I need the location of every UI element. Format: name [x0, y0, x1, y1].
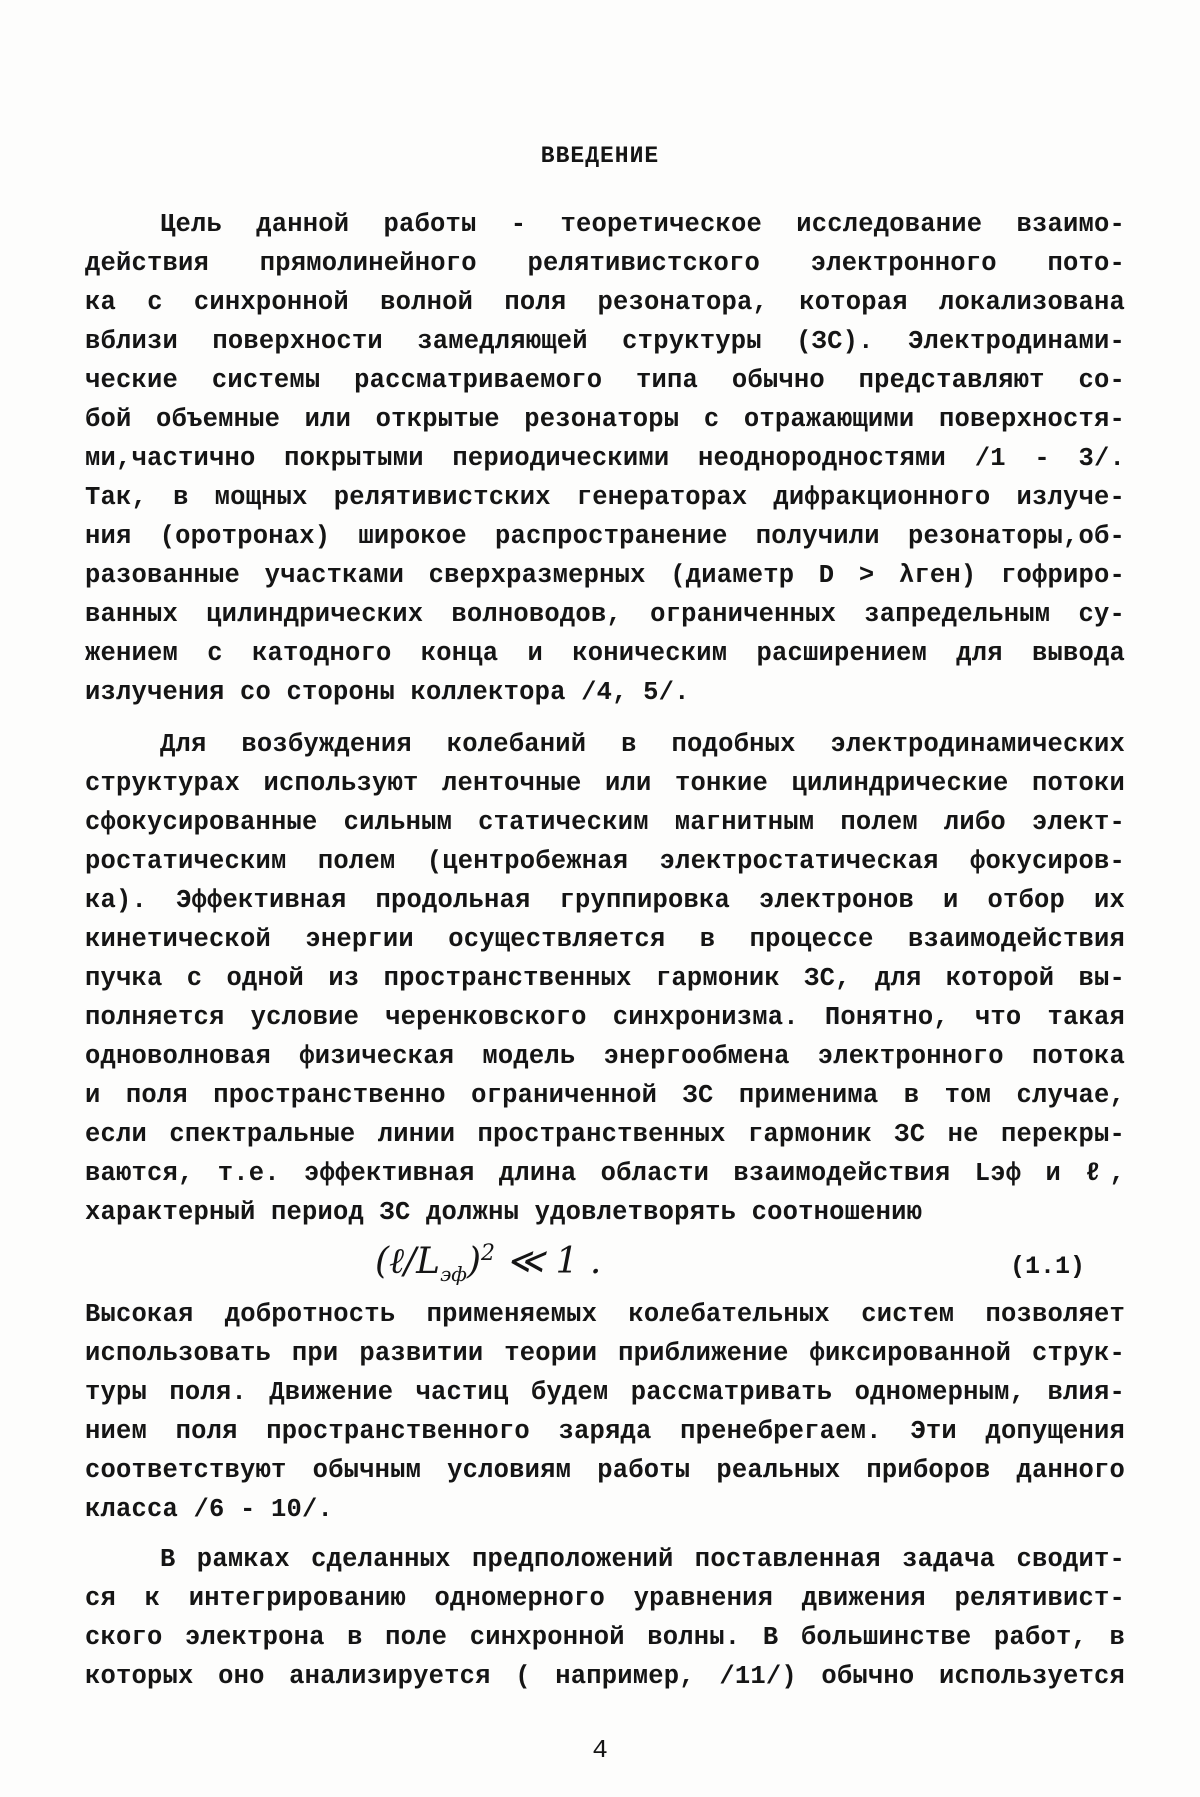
paragraph-3-line: использовать при развитии теории приближение фиксированной струк- [85, 1339, 1125, 1368]
equation-inequality: ≪ 1 . [494, 1241, 602, 1282]
paragraph-2-line: если спектральные линии пространственных гармоник ЗС не перекры- [85, 1120, 1125, 1149]
paragraph-4-line: В рамках сделанных предположений поставленная задача сводит- [160, 1545, 1125, 1574]
paragraph-1-line: бой объемные или открытые резонаторы с отражающими поверхностя- [85, 405, 1125, 434]
paragraph-2-line: сфокусированные сильным статическим магнитным полем либо элект- [85, 808, 1125, 837]
paragraph-2-line: полняется условие черенковского синхронизма. Понятно, что такая [85, 1003, 1125, 1032]
paragraph-4-line: ского электрона в поле синхронной волны. В большинстве работ, в [85, 1623, 1125, 1652]
paragraph-3-line: класса /6 - 10/. [85, 1495, 334, 1524]
paragraph-1-line: разованные участками сверхразмерных (диаметр D > λген) гофриро- [85, 561, 1125, 590]
paragraph-1-line: жением с катодного конца и коническим расширением для вывода [85, 639, 1125, 668]
paragraph-2-line: и поля пространственно ограниченной ЗС применима в том случае, [85, 1081, 1125, 1110]
paragraph-2-line: кинетической энергии осуществляется в процессе взаимодействия [85, 925, 1125, 954]
paragraph-2-line: ваются, т.е. эффективная длина области взаимодействия Lэф и ℓ, [85, 1159, 1125, 1188]
paragraph-1-line: Так, в мощных релятивистских генераторах дифракционного излуче- [85, 483, 1125, 512]
paragraph-3-line: Высокая добротность применяемых колебательных систем позволяет [85, 1300, 1125, 1329]
equation-number: (1.1) [1010, 1252, 1086, 1281]
paragraph-1-line: вблизи поверхности замедляющей структуры (ЗС). Электродинами- [85, 327, 1125, 356]
paragraph-4-line: которых оно анализируется ( например, /11/) обычно используется [85, 1662, 1125, 1691]
paragraph-3-line: туры поля. Движение частиц будем рассматривать одномерным, влия- [85, 1378, 1125, 1407]
paragraph-1-line: действия прямолинейного релятивистского электронного пото- [85, 249, 1125, 278]
page-number: 4 [592, 1735, 608, 1765]
paragraph-2-line: ростатическим полем (центробежная электростатическая фокусиров- [85, 847, 1125, 876]
equation-lhs: (ℓ/L [375, 1241, 441, 1282]
paragraph-1-line: излучения со стороны коллектора /4, 5/. [85, 678, 690, 707]
paragraph-1-line: ванных цилиндрических волноводов, ограниченных запредельным су- [85, 600, 1125, 629]
paragraph-2-line: структурах используют ленточные или тонкие цилиндрические потоки [85, 769, 1125, 798]
paragraph-1-line: ка с синхронной волной поля резонатора, которая локализована [85, 288, 1125, 317]
paragraph-2-line: одноволновая физическая модель энергообмена электронного потока [85, 1042, 1125, 1071]
paragraph-1-line: Цель данной работы - теоретическое исследование взаимо- [160, 210, 1125, 239]
paragraph-1-line: ческие системы рассматриваемого типа обычно представляют со- [85, 366, 1125, 395]
paragraph-1-line: ми,частично покрытыми периодическими неоднородностями /1 - 3/. [85, 444, 1125, 473]
paragraph-2-line: ка). Эффективная продольная группировка электронов и отбор их [85, 886, 1125, 915]
section-heading: ВВЕДЕНИЕ [540, 143, 660, 169]
paragraph-4-line: ся к интегрированию одномерного уравнения движения релятивист- [85, 1584, 1125, 1613]
equation-subscript: эф [440, 1262, 467, 1287]
equation-close-paren: ) [466, 1241, 481, 1282]
paragraph-2-line: пучка с одной из пространственных гармоник ЗС, для которой вы- [85, 964, 1125, 993]
paragraph-3-line: соответствуют обычным условиям работы реальных приборов данного [85, 1456, 1125, 1485]
equation [375, 1240, 601, 1286]
paragraph-1-line: ния (оротронах) широкое распространение получили резонаторы,об- [85, 522, 1125, 551]
paragraph-2-line: Для возбуждения колебаний в подобных электродинамических [160, 730, 1125, 759]
paragraph-2-line: характерный период ЗС должны удовлетворять соотношению [85, 1198, 923, 1227]
paragraph-3-line: нием поля пространственного заряда пренебрегаем. Эти допущения [85, 1417, 1125, 1446]
equation-exponent: 2 [480, 1241, 495, 1266]
